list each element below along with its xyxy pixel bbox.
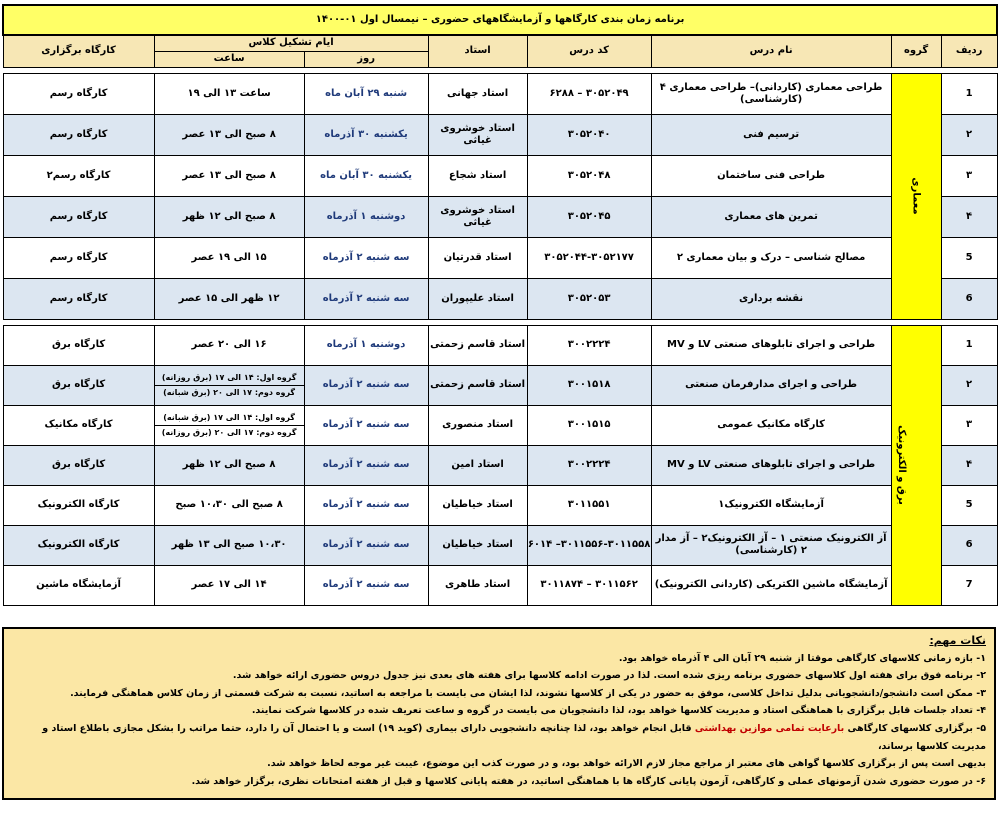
class-day: سه شنبه ۲ آذرماه <box>304 485 428 525</box>
instructor: استاد خوشروی غیاثی <box>428 196 527 237</box>
venue: کارگاه رسم <box>3 196 154 237</box>
class-day: دوشنبه ۱ آذرماه <box>304 196 428 237</box>
course-code: ۳۰۵۲۰۴۰ <box>527 114 651 155</box>
table-row <box>3 114 997 155</box>
row-number: 1 <box>941 325 997 365</box>
header-instructor: استاد <box>428 35 527 67</box>
instructor: استاد شجاع <box>428 155 527 196</box>
note-item: ۴- تعداد جلسات قابل برگزاری با هماهنگی استاد و مدیریت کلاسها خواهد بود، لذا دانشجویان می بایست در گروه و ساعت تعریف شده در کلاسها شرکت نمایند. <box>251 705 986 717</box>
table-row <box>3 405 997 445</box>
course-name: آزمایشگاه ماشین الکتریکی (کاردانی الکترونیک) <box>651 565 891 605</box>
row-number: ۳ <box>941 155 997 196</box>
venue: کارگاه رسم <box>3 237 154 278</box>
venue: کارگاه الکترونیک <box>3 525 154 565</box>
class-time: ۱۶ الی ۲۰ عصر <box>154 325 304 365</box>
instructor: استاد قاسم زحمتی <box>428 365 527 405</box>
instructor: استاد علیپوران <box>428 278 527 319</box>
course-code: ۳۰۰۲۲۲۴ <box>527 325 651 365</box>
time-group-1: گروه اول: ۱۴ الی ۱۷ (برق روزانه) <box>155 371 304 386</box>
class-time <box>154 365 304 405</box>
venue: آزمایشگاه ماشین <box>3 565 154 605</box>
class-time: ۸ صبح الی ۱۳ عصر <box>154 114 304 155</box>
course-code: ۳۰۱۱۵۶۲ – ۳۰۱۱۸۷۴ <box>527 565 651 605</box>
course-code: ۳۰۵۲۰۴۸ <box>527 155 651 196</box>
row-number: 6 <box>941 278 997 319</box>
class-day: سه شنبه ۲ آذرماه <box>304 278 428 319</box>
class-day: سه شنبه ۲ آذرماه <box>304 525 428 565</box>
course-name: طراحی و اجرای مدارفرمان صنعتی <box>651 365 891 405</box>
table-row <box>3 445 997 485</box>
table-row <box>3 365 997 405</box>
note-item: ۳- ممکن است دانشجو/دانشجویانی بدلیل تداخل کلاسی، موفق به حضور در یکی از کلاسها نشوند، لذا ایشان می بایست با مراجعه به اساتید، نسبت به شرکت قسمتی از زمان کلاس هماهنگی فرمایند. <box>70 687 986 699</box>
schedule-table <box>2 4 998 606</box>
class-day: شنبه ۲۹ آبان ماه <box>304 73 428 114</box>
venue: کارگاه رسم <box>3 73 154 114</box>
venue: کارگاه برق <box>3 325 154 365</box>
course-code: ۳۰۵۲۰۴۵ <box>527 196 651 237</box>
row-number: 5 <box>941 237 997 278</box>
note-text: ۵- برگزاری کلاسهای کارگاهی <box>844 722 986 734</box>
course-name: نقشه برداری <box>651 278 891 319</box>
note-highlight: بارعایت تمامی موازین بهداشتی <box>694 722 845 734</box>
class-time: ۱۲ ظهر الی ۱۵ عصر <box>154 278 304 319</box>
course-code: ۳۰۱۱۵۵۱ <box>527 485 651 525</box>
class-day: سه شنبه ۲ آذرماه <box>304 565 428 605</box>
class-day: سه شنبه ۲ آذرماه <box>304 405 428 445</box>
instructor: استاد قدرتیان <box>428 237 527 278</box>
venue: کارگاه رسم۲ <box>3 155 154 196</box>
table-row <box>3 155 997 196</box>
time-group-1: گروه اول: ۱۴ الی ۱۷ (برق شبانه) <box>155 411 304 426</box>
instructor: استاد خیاطیان <box>428 525 527 565</box>
class-day: سه شنبه ۲ آذرماه <box>304 237 428 278</box>
class-time: ساعت ۱۳ الی ۱۹ <box>154 73 304 114</box>
course-name: تمرین های معماری <box>651 196 891 237</box>
header-course-code: کد درس <box>527 35 651 67</box>
course-name: طراحی و اجرای تابلوهای صنعتی LV و MV <box>651 325 891 365</box>
header-day: روز <box>304 51 428 67</box>
class-time: ۸ صبح الی ۱۲ ظهر <box>154 196 304 237</box>
course-code: ۳۰۰۱۵۱۸ <box>527 365 651 405</box>
table-row <box>3 278 997 319</box>
class-day: سه شنبه ۲ آذرماه <box>304 365 428 405</box>
notes-heading: نکات مهم: <box>929 634 986 647</box>
instructor: استاد قاسم زحمتی <box>428 325 527 365</box>
venue: کارگاه مکانیک <box>3 405 154 445</box>
class-time: ۱۵ الی ۱۹ عصر <box>154 237 304 278</box>
header-time: ساعت <box>154 51 304 67</box>
note-item: بدیهی است پس از برگزاری کلاسها گواهی های معتبر از مراجع مجاز لازم الارائه خواهد بود، و در صورت کذب این موضوع، غیبت غیر موجه لحاظ خواهد شد. <box>267 758 986 770</box>
venue: کارگاه رسم <box>3 278 154 319</box>
table-title: برنامه زمان بندی کارگاهها و آزمایشگاههای حضوری – نیمسال اول ۰۱-۱۴۰۰ <box>3 5 997 35</box>
header-group: گروه <box>891 35 941 67</box>
note-item <box>12 720 986 755</box>
venue: کارگاه برق <box>3 365 154 405</box>
instructor: استاد امین <box>428 445 527 485</box>
note-item: ۱- بازه زمانی کلاسهای کارگاهی موقتا از شنبه ۲۹ آبان الی ۴ آذرماه خواهد بود. <box>618 652 986 664</box>
venue: کارگاه رسم <box>3 114 154 155</box>
table-row <box>3 525 997 565</box>
group-label: معماری <box>911 177 923 215</box>
note-item: ۶- در صورت حضوری شدن آزمونهای عملی و کارگاهی، آزمون پایانی کارگاه ها با هماهنگی اساتید، در هفته پایانی کلاسها و قبل از هفته امتحانات نظری، برگزار خواهد شد. <box>191 775 986 787</box>
class-time: ۸ صبح الی ۱۳ عصر <box>154 155 304 196</box>
class-time: ۸ صبح الی ۱۰،۳۰ صبح <box>154 485 304 525</box>
header-row-number: ردیف <box>941 35 997 67</box>
instructor: استاد خیاطیان <box>428 485 527 525</box>
table-row <box>3 73 997 114</box>
row-number: 1 <box>941 73 997 114</box>
row-number: 5 <box>941 485 997 525</box>
course-name: ترسیم فنی <box>651 114 891 155</box>
course-code: ۳۰۵۲۰۵۳ <box>527 278 651 319</box>
important-notes <box>2 627 996 800</box>
venue: کارگاه برق <box>3 445 154 485</box>
schedule-sheet <box>2 4 996 606</box>
row-number: ۳ <box>941 405 997 445</box>
time-group-2: گروه دوم: ۱۷ الی ۲۰ (برق روزانه) <box>161 427 297 437</box>
row-number: ۲ <box>941 365 997 405</box>
group-electrical <box>891 325 941 605</box>
instructor: استاد خوشروی غیاثی <box>428 114 527 155</box>
time-group-2: گروه دوم: ۱۷ الی ۲۰ (برق شبانه) <box>163 387 296 397</box>
row-number: ۴ <box>941 445 997 485</box>
course-code: ۳۰۱۱۵۵۶-۳۰۱۱۵۵۸– ۶۰۱۴ <box>527 525 651 565</box>
course-name: کارگاه مکانیک عمومی <box>651 405 891 445</box>
instructor: استاد طاهری <box>428 565 527 605</box>
table-row <box>3 565 997 605</box>
course-name: طراحی معماری (کاردانی)– طراحی معماری ۴ (کارشناسی) <box>651 73 891 114</box>
group-architecture <box>891 73 941 319</box>
row-number: ۴ <box>941 196 997 237</box>
venue: کارگاه الکترونیک <box>3 485 154 525</box>
course-code: ۳۰۵۲۰۴۴-۳۰۵۲۱۷۷ <box>527 237 651 278</box>
row-number: 6 <box>941 525 997 565</box>
class-time: ۸ صبح الی ۱۲ ظهر <box>154 445 304 485</box>
table-row <box>3 196 997 237</box>
instructor: استاد جهانی <box>428 73 527 114</box>
note-item: ۲- برنامه فوق برای هفته اول کلاسهای حضوری برنامه ریزی شده است. لذا در صورت ادامه کلاسها برای هفته های بعدی نیز جدول دروس حضوری ارائه خواهد شد. <box>232 670 986 682</box>
course-name: طراحی فنی ساختمان <box>651 155 891 196</box>
group-label: برق و الکترونیک <box>895 425 907 505</box>
instructor: استاد منصوری <box>428 405 527 445</box>
course-code: ۳۰۰۲۲۲۴ <box>527 445 651 485</box>
course-name: آز الکترونیک صنعتی ۱ – آز الکترونیک۲ – آز مدار ۲ (کارشناسی) <box>651 525 891 565</box>
header-course-name: نام درس <box>651 35 891 67</box>
class-day: سه شنبه ۲ آذرماه <box>304 445 428 485</box>
class-day: یکشنبه ۳۰ آذرماه <box>304 114 428 155</box>
note-text: قابل انجام خواهد بود، لذا چنانچه دانشجویی دارای بیماری (کوید ۱۹) است و یا احتمال آن را دارد، حتما مراتب را بشکل مجازی باطلاع استاد و مدیریت کلاسها برساند، <box>42 722 986 752</box>
table-row <box>3 485 997 525</box>
class-time: ۱۴ الی ۱۷ عصر <box>154 565 304 605</box>
table-row <box>3 325 997 365</box>
class-time: ۱۰،۳۰ صبح الی ۱۳ ظهر <box>154 525 304 565</box>
course-name: مصالح شناسی – درک و بیان معماری ۲ <box>651 237 891 278</box>
course-name: آزمایشگاه الکترونیک۱ <box>651 485 891 525</box>
course-name: طراحی و اجرای تابلوهای صنعتی LV و MV <box>651 445 891 485</box>
row-number: ۲ <box>941 114 997 155</box>
header-schedule: ایام تشکیل کلاس <box>154 35 428 51</box>
header-venue: کارگاه برگزاری <box>3 35 154 67</box>
class-day: دوشنبه ۱ آذرماه <box>304 325 428 365</box>
table-row <box>3 237 997 278</box>
class-time <box>154 405 304 445</box>
class-day: یکشنبه ۳۰ آبان ماه <box>304 155 428 196</box>
course-code: ۳۰۰۱۵۱۵ <box>527 405 651 445</box>
course-code: ۳۰۵۲۰۴۹ – ۶۲۸۸ <box>527 73 651 114</box>
row-number: 7 <box>941 565 997 605</box>
